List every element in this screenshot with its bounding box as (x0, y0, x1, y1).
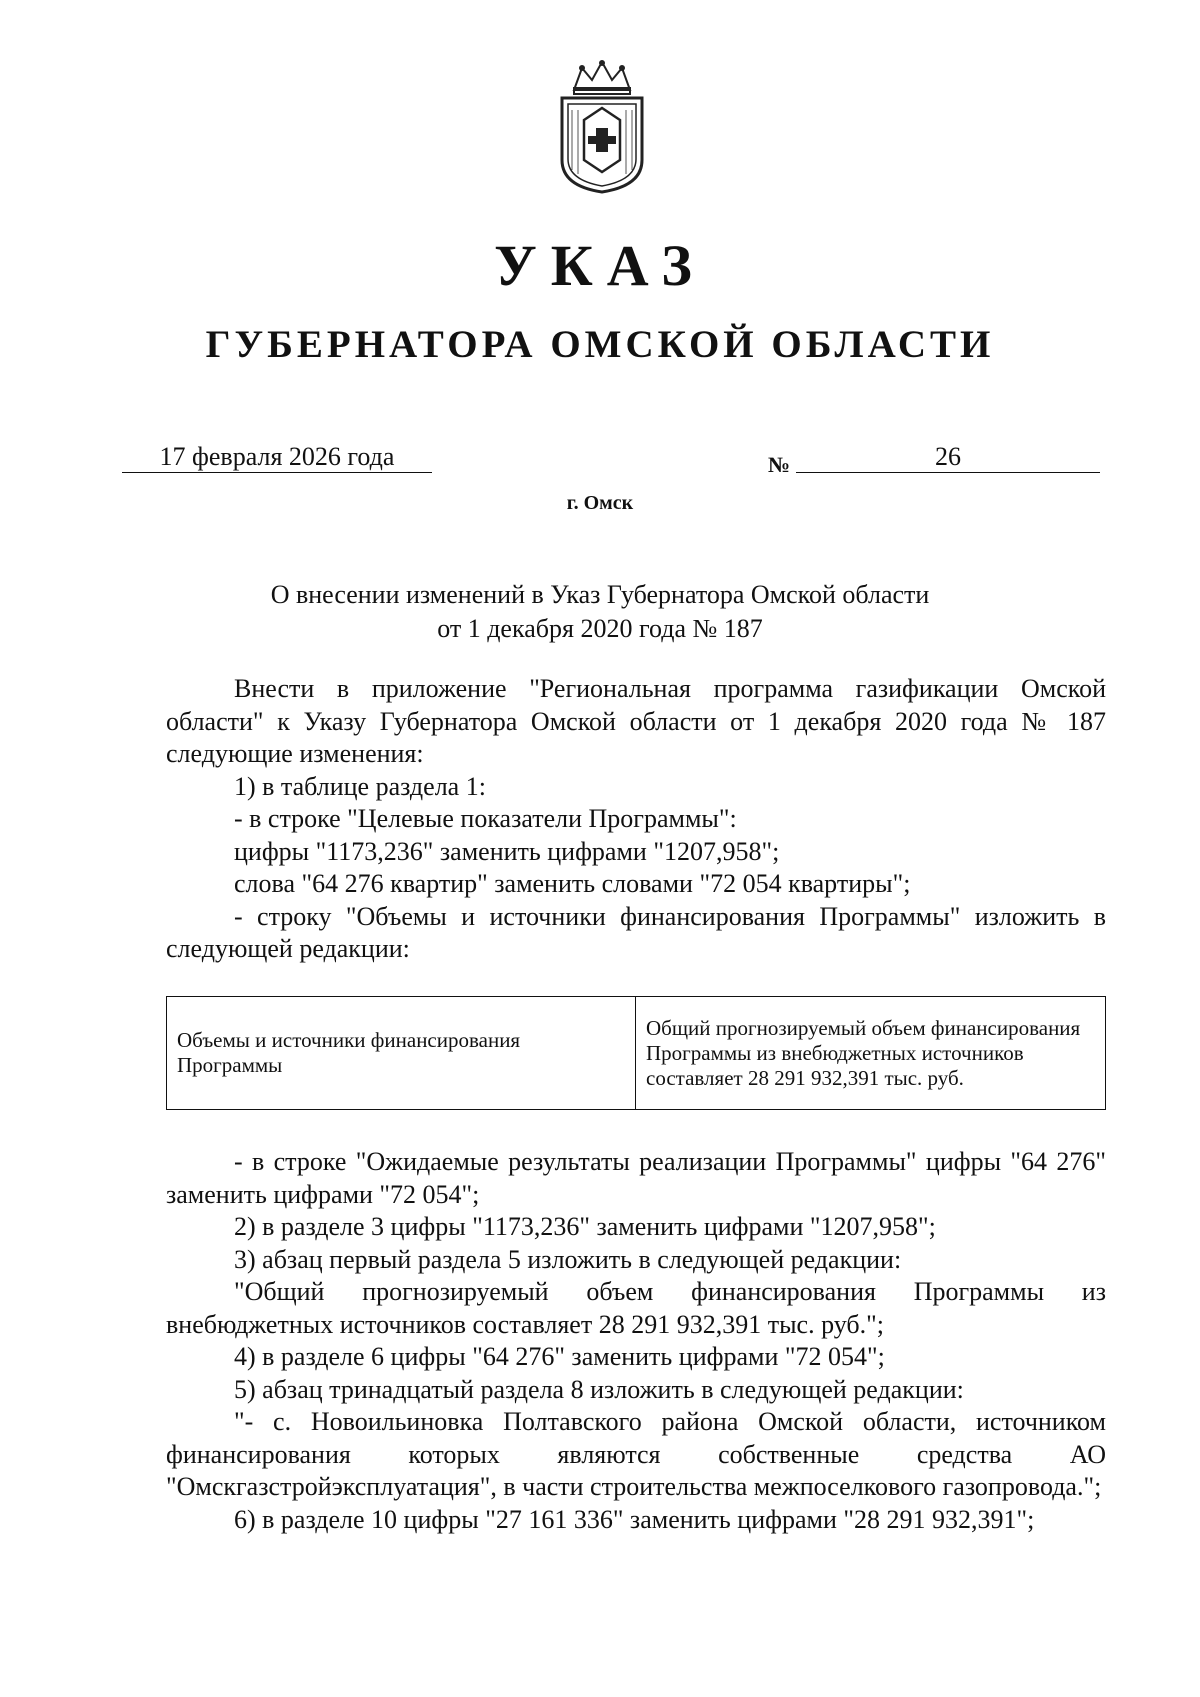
paragraph: 5) абзац тринадцатый раздела 8 изложить в следующей редакции: (234, 1374, 964, 1404)
paragraph: 3) абзац первый раздела 5 изложить в следующей редакции: (234, 1244, 902, 1274)
paragraph: - в строке "Ожидаемые результаты реализации Программы" цифры "64 276" заменить цифрами "72 054"; (166, 1147, 1106, 1209)
paragraph: - в строке "Целевые показатели Программы": (234, 804, 737, 833)
subject-line: О внесении изменений в Указ Губернатора Омской области (270, 580, 930, 609)
financing-table (166, 996, 1106, 1110)
document-title: УКАЗ (494, 233, 706, 298)
number-label: № (768, 452, 791, 477)
paragraph: 4) в разделе 6 цифры "64 276" заменить цифрами "72 054"; (234, 1342, 885, 1371)
subject-line: от 1 декабря 2020 года № 187 (437, 614, 763, 643)
table-cell-label: Объемы и источники финансирования Программы (167, 997, 636, 1110)
paragraph: слова "64 276 квартир" заменить словами "72 054 квартиры"; (234, 869, 911, 898)
table-row (167, 997, 1106, 1110)
document-subject (0, 578, 1200, 646)
paragraph: - строку "Объемы и источники финансирования Программы" изложить в следующей редакции: (166, 901, 1106, 963)
body-text (166, 673, 1106, 966)
paragraph: Внести в приложение "Региональная программа газификации Омской области" к Указу Губернатора Омской области от 1 декабря 2020 года № 187 следующие изменения: (166, 674, 1106, 768)
paragraph: 2) в разделе 3 цифры "1173,236" заменить цифрами "1207,958"; (234, 1212, 936, 1241)
document-date: 17 февраля 2026 года (122, 442, 432, 473)
paragraph: 6) в разделе 10 цифры "27 161 336" заменить цифрами "28 291 932,391"; (234, 1504, 1035, 1534)
document-city: г. Омск (566, 492, 634, 514)
paragraph: "Общий прогнозируемый объем финансирования Программы из внебюджетных источников составляет 28 291 932,391 тыс. руб."; (166, 1277, 1106, 1339)
document-number: 26 (796, 442, 1100, 473)
paragraph: 1) в таблице раздела 1: (234, 771, 486, 801)
table-cell-value: Общий прогнозируемый объем финансирования Программы из внебюджетных источников составляет 28 291 932,391 тыс. руб. (636, 997, 1106, 1110)
paragraph: цифры "1173,236" заменить цифрами "1207,958"; (234, 836, 780, 866)
coat-of-arms-icon (552, 60, 652, 195)
paragraph: "- с. Новоильиновка Полтавского района Омской области, источником финансирования которых являются собственные средства АО "Омскгазстройэксплуатация", в части строительства межпоселкового газопровода."; (166, 1407, 1106, 1501)
document-issuer: ГУБЕРНАТОРА ОМСКОЙ ОБЛАСТИ (205, 323, 995, 366)
body-text-continued (166, 1146, 1106, 1536)
